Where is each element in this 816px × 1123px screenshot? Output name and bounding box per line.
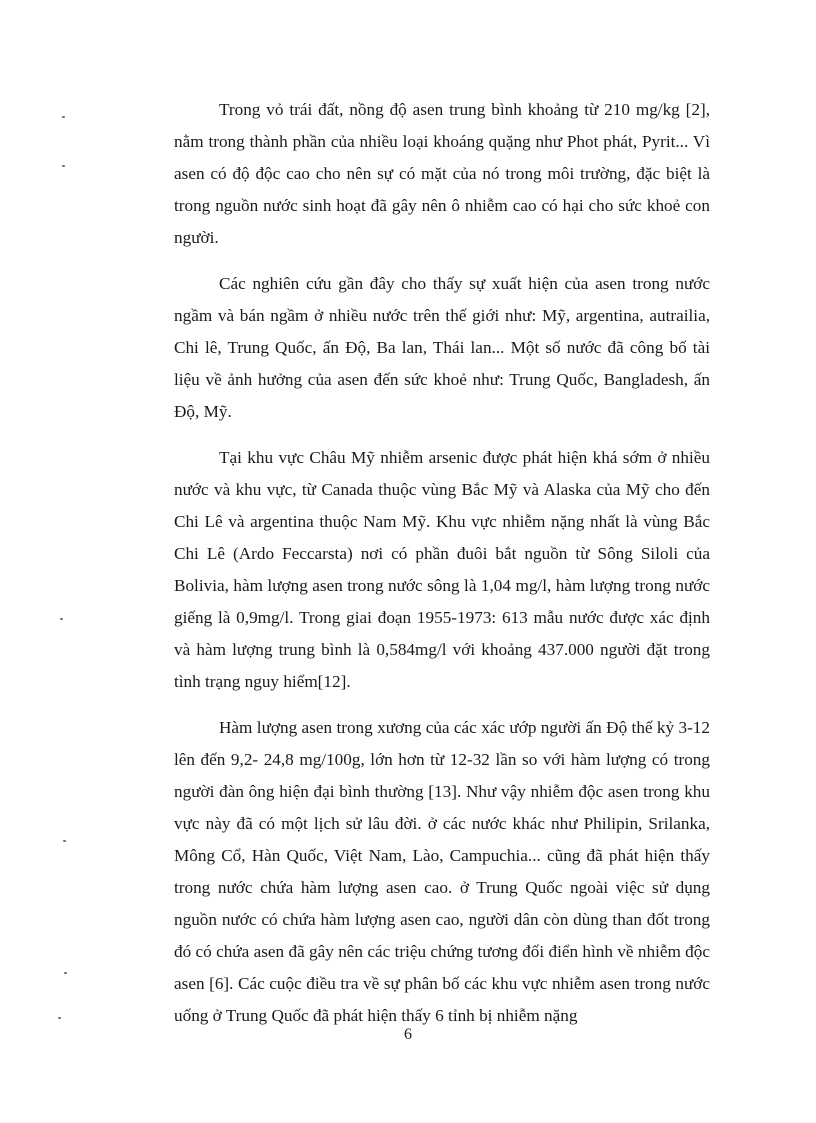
scan-speck: [58, 1017, 61, 1019]
page-number: 6: [404, 1026, 412, 1043]
scan-speck: [63, 840, 66, 842]
paragraph-3: Tại khu vực Châu Mỹ nhiễm arsenic được phát hiện khá sớm ở nhiều nước và khu vực, từ Canada thuộc vùng Bắc Mỹ và Alaska của Mỹ cho đến Chi Lê và argentina thuộc Nam Mỹ. Khu vực nhiễm nặng nhất là vùng Bắc Chi Lê (Ardo Feccarsta) nơi có phần đuôi bắt nguồn từ Sông Siloli của Bolivia, hàm lượng asen trong nước sông là 1,04 mg/l, hàm lượng trong nước giếng là 0,9mg/l. Trong giai đoạn 1955-1973: 613 mẫu nước được xác định và hàm lượng trung bình là 0,584mg/l với khoảng 437.000 người đặt trong tình trạng nguy hiểm[12].: [174, 448, 710, 691]
paragraph-1: Trong vỏ trái đất, nồng độ asen trung bình khoảng từ 210 mg/kg [2], nằm trong thành phần của nhiều loại khoáng quặng như Phot phát, Pyrit... Vì asen có độ độc cao cho nên sự có mặt của nó trong môi trường, đặc biệt là trong nguồn nước sinh hoạt đã gây nên ô nhiễm cao có hại cho sức khoẻ con người.: [174, 100, 710, 247]
paragraph-4: Hàm lượng asen trong xương của các xác ướp người ấn Độ thế kỷ 3-12 lên đến 9,2- 24,8 mg/100g, lớn hơn từ 12-32 lần so với hàm lượng có trong người đàn ông hiện đại bình thường [13]. Như vậy nhiễm độc asen trong khu vực này đã có một lịch sử lâu đời. ở các nước khác như Philipin, Srilanka, Mông Cổ, Hàn Quốc, Việt Nam, Lào, Campuchia... cũng đã phát hiện thấy trong nước chứa hàm lượng asen cao. ở Trung Quốc ngoài việc sử dụng nguồn nước có chứa hàm lượng asen cao, người dân còn dùng than đốt trong đó có chứa asen đã gây nên các triệu chứng tương đối điển hình về nhiễm độc asen [6]. Các cuộc điều tra về sự phân bố các khu vực nhiễm asen trong nước uống ở Trung Quốc đã phát hiện thấy 6 tỉnh bị nhiễm nặng: [174, 718, 710, 1025]
paragraph-2: Các nghiên cứu gần đây cho thấy sự xuất hiện của asen trong nước ngầm và bán ngầm ở nhiều nước trên thế giới như: Mỹ, argentina, autrailia, Chi lê, Trung Quốc, ấn Độ, Ba lan, Thái lan... Một số nước đã công bố tài liệu về ảnh hưởng của asen đến sức khoẻ như: Trung Quốc, Bangladesh, ấn Độ, Mỹ.: [174, 274, 710, 421]
scan-speck: [64, 972, 67, 974]
body-text: [174, 94, 710, 1032]
scan-speck: [62, 165, 65, 167]
scan-speck: [62, 116, 65, 118]
scan-speck: [60, 618, 63, 620]
